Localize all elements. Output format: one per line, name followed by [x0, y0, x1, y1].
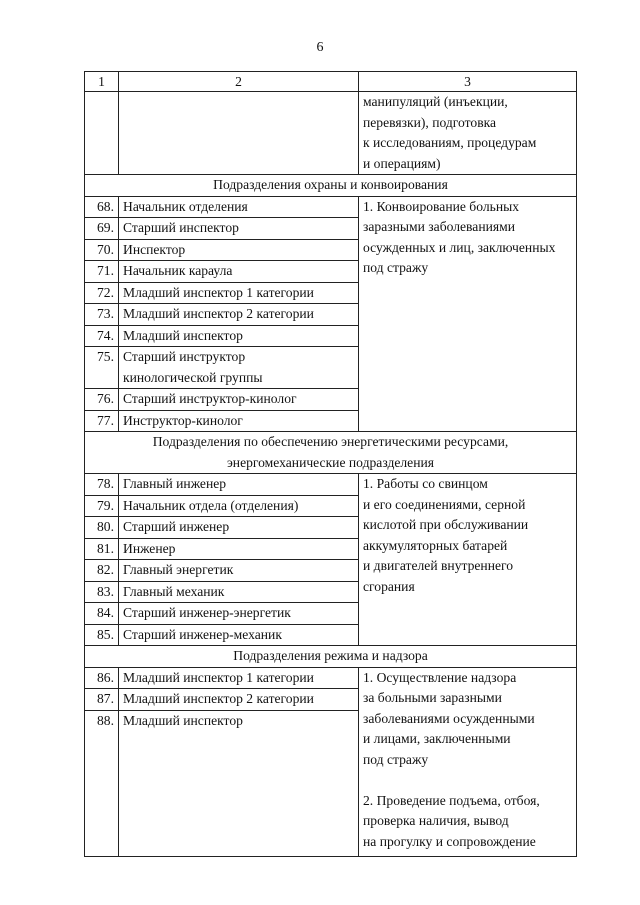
row-number: 68. — [85, 196, 119, 218]
table-header-row — [85, 72, 577, 92]
position-name: Старший инженер-энергетик — [119, 603, 359, 625]
row-number: 70. — [85, 239, 119, 261]
section-duties: 1. Конвоирование больных заразными заболеваниями осужденных и лиц, заключенных под стражу — [359, 196, 577, 432]
header-col-2: 2 — [119, 72, 359, 92]
position-name: Младший инспектор 1 категории — [119, 282, 359, 304]
section-title-row — [85, 432, 577, 474]
row-number: 82. — [85, 560, 119, 582]
table-row — [85, 196, 577, 218]
position-name: Младший инспектор 2 категории — [119, 304, 359, 326]
row-number: 73. — [85, 304, 119, 326]
row-number: 88. — [85, 710, 119, 856]
row-number: 76. — [85, 389, 119, 411]
section-title: Подразделения режима и надзора — [85, 646, 577, 668]
position-name: Инспектор — [119, 239, 359, 261]
row-number: 69. — [85, 218, 119, 240]
section-duties: 1. Работы со свинцом и его соединениями, серной кислотой при обслуживании аккумуляторных батарей и двигателей внутреннего сгорания — [359, 474, 577, 646]
continuation-row — [85, 92, 577, 175]
position-name: Старший инженер — [119, 517, 359, 539]
position-name: Начальник отдела (отделения) — [119, 495, 359, 517]
row-number: 77. — [85, 410, 119, 432]
position-name: Старший инструктор кинологической группы — [119, 347, 359, 389]
section-title-row — [85, 175, 577, 197]
row-number: 85. — [85, 624, 119, 646]
position-name: Главный энергетик — [119, 560, 359, 582]
header-col-3: 3 — [359, 72, 577, 92]
table-row — [85, 667, 577, 689]
continuation-duties: манипуляций (инъекции, перевязки), подготовка к исследованиям, процедурам и операциям) — [359, 92, 577, 175]
table-row — [85, 474, 577, 496]
row-number: 86. — [85, 667, 119, 689]
continuation-name-cell — [119, 92, 359, 175]
section-title: Подразделения охраны и конвоирования — [85, 175, 577, 197]
row-number: 87. — [85, 689, 119, 711]
header-col-1: 1 — [85, 72, 119, 92]
row-number: 72. — [85, 282, 119, 304]
position-name: Инструктор-кинолог — [119, 410, 359, 432]
position-name: Начальник караула — [119, 261, 359, 283]
section-title: Подразделения по обеспечению энергетическими ресурсами, энергомеханические подразделения — [85, 432, 577, 474]
position-name: Младший инспектор 2 категории — [119, 689, 359, 711]
row-number: 78. — [85, 474, 119, 496]
position-name: Старший инженер-механик — [119, 624, 359, 646]
row-number: 74. — [85, 325, 119, 347]
table-body — [85, 72, 577, 857]
position-name: Главный инженер — [119, 474, 359, 496]
position-name: Младший инспектор — [119, 325, 359, 347]
positions-table — [84, 71, 577, 857]
continuation-num-cell — [85, 92, 119, 175]
position-name: Начальник отделения — [119, 196, 359, 218]
position-name: Старший инспектор — [119, 218, 359, 240]
position-name: Старший инструктор-кинолог — [119, 389, 359, 411]
row-number: 75. — [85, 347, 119, 389]
section-duties: 1. Осуществление надзора за больными заразными заболеваниями осужденными и лицами, заключенными под стражу 2. Проведение подъема, отбоя, проверка наличия, вывод на прогулку и сопровождение — [359, 667, 577, 856]
row-number: 71. — [85, 261, 119, 283]
row-number: 81. — [85, 538, 119, 560]
row-number: 79. — [85, 495, 119, 517]
page-number: 6 — [316, 40, 324, 55]
position-name: Младший инспектор — [119, 710, 359, 856]
section-title-row — [85, 646, 577, 668]
row-number: 84. — [85, 603, 119, 625]
position-name: Младший инспектор 1 категории — [119, 667, 359, 689]
position-name: Главный механик — [119, 581, 359, 603]
position-name: Инженер — [119, 538, 359, 560]
row-number: 80. — [85, 517, 119, 539]
row-number: 83. — [85, 581, 119, 603]
